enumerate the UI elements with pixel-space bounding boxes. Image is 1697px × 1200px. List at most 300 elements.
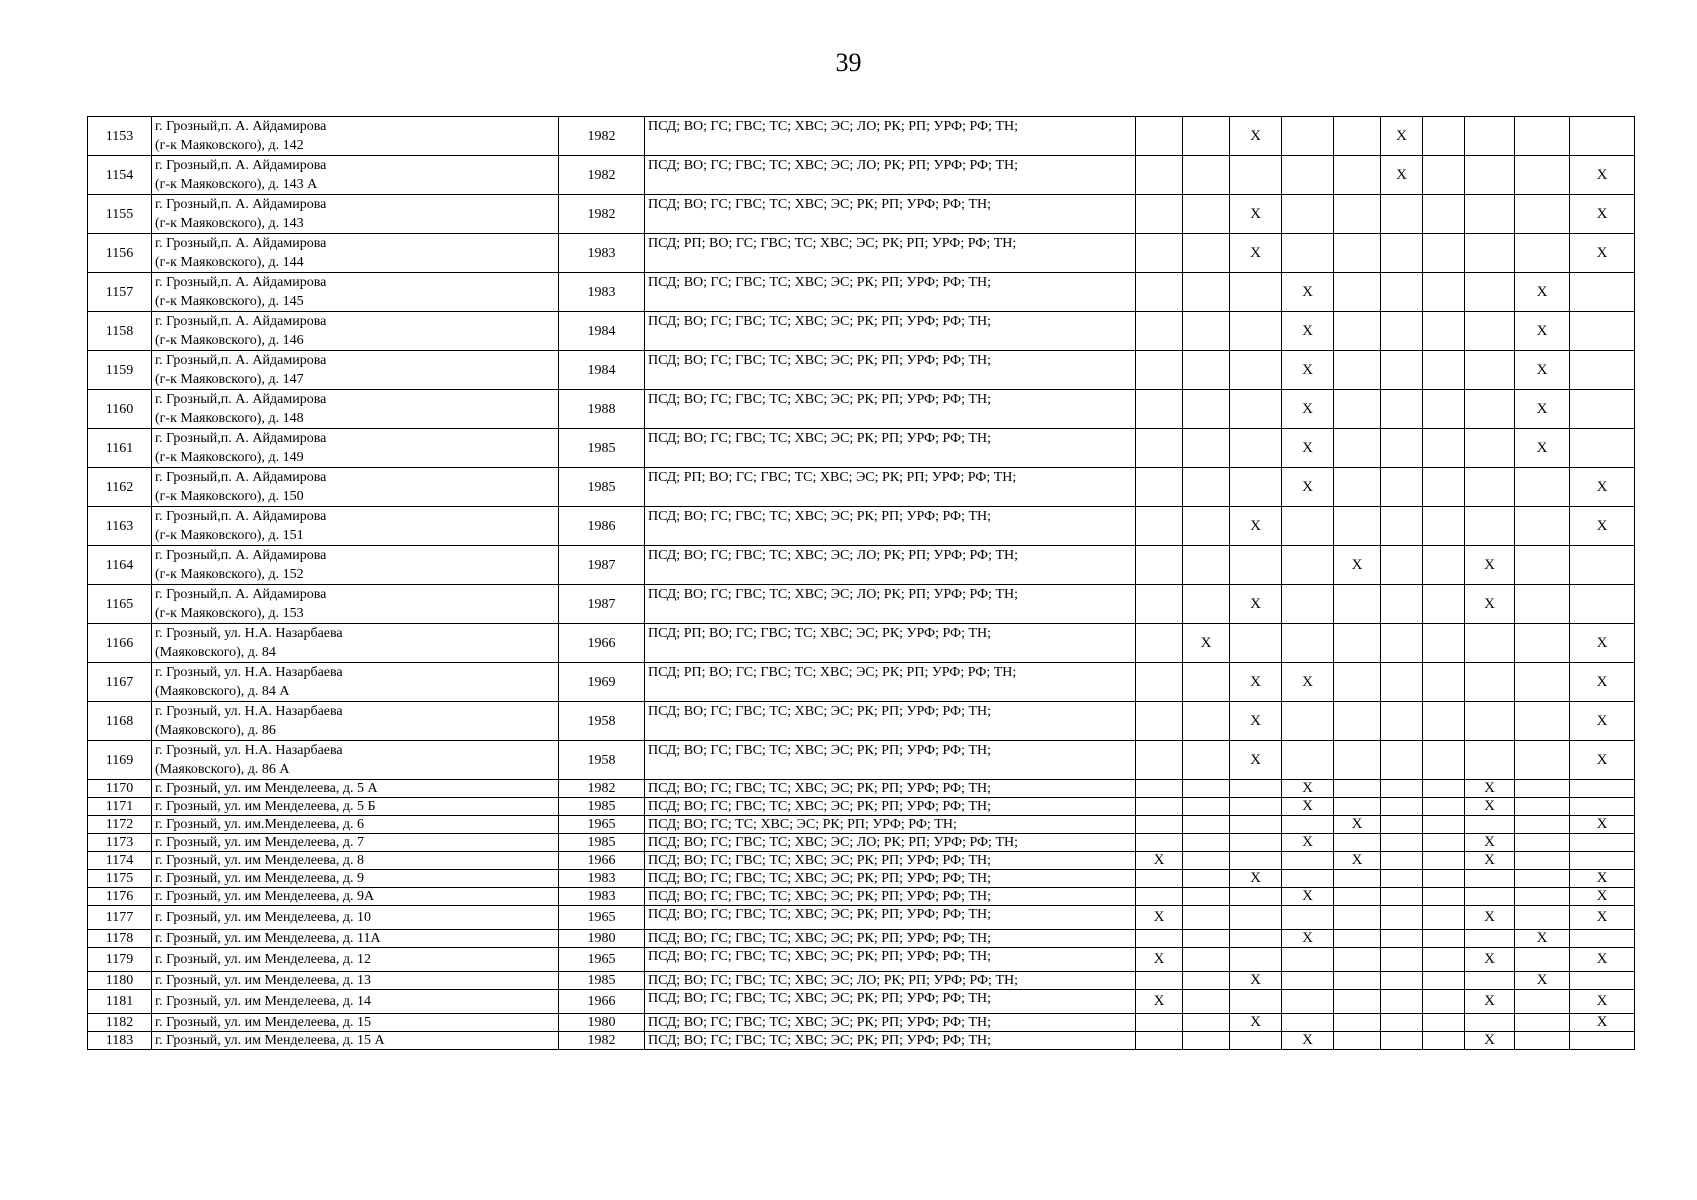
year-cell: 1987	[559, 546, 645, 585]
mark-cell	[1465, 429, 1515, 468]
mark-cell	[1570, 390, 1635, 429]
mark-cell	[1230, 798, 1282, 816]
address-line-1: г. Грозный, ул. Н.А. Назарбаева	[155, 743, 343, 758]
address-cell	[152, 930, 559, 948]
mark-cell	[1136, 585, 1183, 624]
mark-cell	[1423, 990, 1465, 1014]
mark-cell	[1282, 507, 1334, 546]
mark-cell	[1515, 546, 1570, 585]
mark-cell	[1136, 972, 1183, 990]
mark-cell: X	[1515, 273, 1570, 312]
mark-cell	[1183, 702, 1230, 741]
address-line-1: г. Грозный, ул. им Менделеева, д. 15	[155, 1015, 372, 1030]
row-number-cell: 1156	[88, 234, 152, 273]
mark-cell	[1465, 870, 1515, 888]
mark-cell	[1515, 816, 1570, 834]
address-line-1: г. Грозный, ул. им Менделеева, д. 13	[155, 973, 372, 988]
mark-cell	[1423, 390, 1465, 429]
address-cell	[152, 624, 559, 663]
mark-cell	[1282, 156, 1334, 195]
mark-cell	[1423, 930, 1465, 948]
table-row	[88, 273, 1635, 312]
table-row	[88, 798, 1635, 816]
services-cell: ПСД; ВО; ГС; ГВС; ТС; ХВС; ЭС; РК; РП; УРФ; РФ; ТН;	[645, 390, 1136, 429]
mark-cell	[1381, 351, 1423, 390]
mark-cell	[1515, 798, 1570, 816]
mark-cell: X	[1230, 117, 1282, 156]
table-row	[88, 741, 1635, 780]
address-line-1: г. Грозный, ул. им Менделеева, д. 10	[155, 910, 372, 925]
table-row	[88, 195, 1635, 234]
services-cell: ПСД; ВО; ГС; ГВС; ТС; ХВС; ЭС; РК; РП; УРФ; РФ; ТН;	[645, 780, 1136, 798]
row-number-cell: 1162	[88, 468, 152, 507]
year-cell: 1982	[559, 780, 645, 798]
row-number-cell: 1168	[88, 702, 152, 741]
mark-cell	[1136, 663, 1183, 702]
mark-cell	[1334, 234, 1381, 273]
mark-cell	[1230, 351, 1282, 390]
mark-cell	[1230, 888, 1282, 906]
address-line-2: (г-к Маяковского), д. 142	[155, 138, 304, 153]
mark-cell	[1465, 624, 1515, 663]
mark-cell	[1334, 990, 1381, 1014]
mark-cell	[1423, 780, 1465, 798]
mark-cell	[1282, 1014, 1334, 1032]
mark-cell	[1570, 1032, 1635, 1050]
mark-cell	[1423, 663, 1465, 702]
year-cell: 1965	[559, 948, 645, 972]
mark-cell: X	[1282, 273, 1334, 312]
year-cell: 1980	[559, 930, 645, 948]
address-cell	[152, 906, 559, 930]
year-cell: 1980	[559, 1014, 645, 1032]
mark-cell	[1423, 273, 1465, 312]
table-row	[88, 870, 1635, 888]
mark-cell	[1136, 888, 1183, 906]
address-cell	[152, 834, 559, 852]
mark-cell: X	[1465, 906, 1515, 930]
row-number-cell: 1172	[88, 816, 152, 834]
mark-cell: X	[1136, 906, 1183, 930]
mark-cell	[1334, 390, 1381, 429]
mark-cell: X	[1230, 741, 1282, 780]
year-cell: 1966	[559, 852, 645, 870]
mark-cell	[1334, 468, 1381, 507]
mark-cell	[1381, 390, 1423, 429]
services-cell: ПСД; РП; ВО; ГС; ГВС; ТС; ХВС; ЭС; РК; УРФ; РФ; ТН;	[645, 624, 1136, 663]
table-row	[88, 930, 1635, 948]
mark-cell	[1334, 507, 1381, 546]
address-line-2: (г-к Маяковского), д. 145	[155, 294, 304, 309]
mark-cell	[1515, 888, 1570, 906]
mark-cell	[1136, 834, 1183, 852]
services-cell: ПСД; ВО; ГС; ГВС; ТС; ХВС; ЭС; ЛО; РК; РП; УРФ; РФ; ТН;	[645, 546, 1136, 585]
mark-cell	[1515, 1014, 1570, 1032]
address-line-1: г. Грозный,п. А. Айдамирова	[155, 431, 327, 446]
mark-cell	[1183, 663, 1230, 702]
row-number-cell: 1167	[88, 663, 152, 702]
mark-cell	[1230, 990, 1282, 1014]
mark-cell	[1423, 585, 1465, 624]
mark-cell	[1381, 780, 1423, 798]
mark-cell	[1515, 234, 1570, 273]
services-cell: ПСД; ВО; ГС; ГВС; ТС; ХВС; ЭС; РК; РП; УРФ; РФ; ТН;	[645, 948, 1136, 972]
mark-cell	[1381, 1032, 1423, 1050]
mark-cell	[1230, 429, 1282, 468]
mark-cell: X	[1515, 312, 1570, 351]
mark-cell	[1183, 1032, 1230, 1050]
services-cell: ПСД; ВО; ГС; ГВС; ТС; ХВС; ЭС; РК; РП; УРФ; РФ; ТН;	[645, 429, 1136, 468]
mark-cell	[1282, 702, 1334, 741]
mark-cell	[1183, 156, 1230, 195]
mark-cell: X	[1515, 390, 1570, 429]
mark-cell	[1183, 1014, 1230, 1032]
mark-cell	[1183, 195, 1230, 234]
mark-cell	[1183, 312, 1230, 351]
mark-cell	[1136, 234, 1183, 273]
address-cell	[152, 972, 559, 990]
table-row	[88, 624, 1635, 663]
mark-cell: X	[1465, 1032, 1515, 1050]
mark-cell	[1334, 624, 1381, 663]
table-row	[88, 816, 1635, 834]
housing-register-table	[87, 116, 1635, 1050]
mark-cell	[1334, 948, 1381, 972]
address-line-2: (г-к Маяковского), д. 143 А	[155, 177, 318, 192]
address-line-1: г. Грозный, ул. Н.А. Назарбаева	[155, 704, 343, 719]
address-cell	[152, 351, 559, 390]
mark-cell	[1381, 429, 1423, 468]
address-cell	[152, 546, 559, 585]
mark-cell	[1334, 741, 1381, 780]
mark-cell	[1570, 351, 1635, 390]
mark-cell	[1515, 870, 1570, 888]
mark-cell	[1183, 798, 1230, 816]
mark-cell	[1423, 852, 1465, 870]
year-cell: 1958	[559, 702, 645, 741]
mark-cell	[1465, 972, 1515, 990]
mark-cell	[1381, 741, 1423, 780]
table-row	[88, 351, 1635, 390]
mark-cell	[1515, 834, 1570, 852]
mark-cell	[1570, 585, 1635, 624]
mark-cell	[1465, 663, 1515, 702]
mark-cell	[1136, 507, 1183, 546]
mark-cell	[1423, 834, 1465, 852]
mark-cell: X	[1570, 195, 1635, 234]
mark-cell	[1423, 741, 1465, 780]
address-line-1: г. Грозный, ул. им Менделеева, д. 15 А	[155, 1033, 385, 1048]
mark-cell	[1381, 972, 1423, 990]
address-line-1: г. Грозный,п. А. Айдамирова	[155, 548, 327, 563]
row-number-cell: 1171	[88, 798, 152, 816]
mark-cell	[1334, 273, 1381, 312]
mark-cell	[1334, 663, 1381, 702]
mark-cell	[1423, 468, 1465, 507]
services-cell: ПСД; ВО; ГС; ГВС; ТС; ХВС; ЭС; РК; РП; УРФ; РФ; ТН;	[645, 1014, 1136, 1032]
table-row	[88, 702, 1635, 741]
services-cell: ПСД; ВО; ГС; ГВС; ТС; ХВС; ЭС; РК; РП; УРФ; РФ; ТН;	[645, 312, 1136, 351]
address-line-1: г. Грозный, ул. им Менделеева, д. 7	[155, 835, 365, 850]
address-cell	[152, 273, 559, 312]
mark-cell	[1381, 273, 1423, 312]
mark-cell	[1515, 663, 1570, 702]
mark-cell	[1423, 117, 1465, 156]
mark-cell	[1183, 834, 1230, 852]
address-line-1: г. Грозный,п. А. Айдамирова	[155, 353, 327, 368]
mark-cell	[1465, 507, 1515, 546]
mark-cell	[1515, 990, 1570, 1014]
address-line-2: (г-к Маяковского), д. 151	[155, 528, 304, 543]
mark-cell	[1465, 234, 1515, 273]
mark-cell	[1183, 468, 1230, 507]
services-cell: ПСД; РП; ВО; ГС; ГВС; ТС; ХВС; ЭС; РК; РП; УРФ; РФ; ТН;	[645, 663, 1136, 702]
mark-cell	[1334, 906, 1381, 930]
row-number-cell: 1158	[88, 312, 152, 351]
mark-cell	[1136, 624, 1183, 663]
address-cell	[152, 585, 559, 624]
row-number-cell: 1157	[88, 273, 152, 312]
table-row	[88, 780, 1635, 798]
mark-cell	[1282, 546, 1334, 585]
row-number-cell: 1175	[88, 870, 152, 888]
mark-cell	[1334, 702, 1381, 741]
address-line-2: (Маяковского), д. 86	[155, 723, 276, 738]
address-line-2: (г-к Маяковского), д. 153	[155, 606, 304, 621]
address-line-2: (г-к Маяковского), д. 143	[155, 216, 304, 231]
mark-cell	[1381, 948, 1423, 972]
year-cell: 1985	[559, 468, 645, 507]
address-line-1: г. Грозный,п. А. Айдамирова	[155, 470, 327, 485]
row-number-cell: 1154	[88, 156, 152, 195]
address-line-1: г. Грозный,п. А. Айдамирова	[155, 392, 327, 407]
services-cell: ПСД; РП; ВО; ГС; ГВС; ТС; ХВС; ЭС; РК; РП; УРФ; РФ; ТН;	[645, 234, 1136, 273]
mark-cell: X	[1282, 390, 1334, 429]
address-line-1: г. Грозный,п. А. Айдамирова	[155, 197, 327, 212]
mark-cell	[1423, 888, 1465, 906]
mark-cell	[1334, 351, 1381, 390]
mark-cell	[1515, 156, 1570, 195]
mark-cell: X	[1282, 930, 1334, 948]
mark-cell	[1334, 312, 1381, 351]
mark-cell	[1423, 195, 1465, 234]
mark-cell	[1136, 273, 1183, 312]
mark-cell	[1230, 816, 1282, 834]
mark-cell	[1282, 906, 1334, 930]
services-cell: ПСД; РП; ВО; ГС; ГВС; ТС; ХВС; ЭС; РК; РП; УРФ; РФ; ТН;	[645, 468, 1136, 507]
mark-cell	[1136, 117, 1183, 156]
address-line-1: г. Грозный, ул. им Менделеева, д. 11А	[155, 931, 381, 946]
address-line-1: г. Грозный, ул. им Менделеева, д. 9А	[155, 889, 375, 904]
mark-cell	[1183, 273, 1230, 312]
mark-cell	[1183, 780, 1230, 798]
row-number-cell: 1182	[88, 1014, 152, 1032]
address-cell	[152, 1014, 559, 1032]
table-row	[88, 1032, 1635, 1050]
row-number-cell: 1173	[88, 834, 152, 852]
mark-cell	[1183, 930, 1230, 948]
year-cell: 1982	[559, 1032, 645, 1050]
year-cell: 1983	[559, 273, 645, 312]
mark-cell	[1282, 972, 1334, 990]
row-number-cell: 1183	[88, 1032, 152, 1050]
mark-cell	[1230, 312, 1282, 351]
mark-cell	[1183, 390, 1230, 429]
mark-cell: X	[1570, 702, 1635, 741]
mark-cell	[1423, 948, 1465, 972]
mark-cell	[1423, 816, 1465, 834]
mark-cell	[1183, 906, 1230, 930]
mark-cell: X	[1282, 663, 1334, 702]
mark-cell	[1183, 546, 1230, 585]
mark-cell	[1570, 852, 1635, 870]
mark-cell: X	[1230, 972, 1282, 990]
address-cell	[152, 852, 559, 870]
address-cell	[152, 702, 559, 741]
table-row	[88, 156, 1635, 195]
mark-cell	[1570, 429, 1635, 468]
services-cell: ПСД; ВО; ГС; ГВС; ТС; ХВС; ЭС; РК; РП; УРФ; РФ; ТН;	[645, 507, 1136, 546]
mark-cell	[1136, 156, 1183, 195]
address-cell	[152, 870, 559, 888]
mark-cell	[1136, 798, 1183, 816]
register-body	[88, 117, 1635, 1050]
mark-cell	[1136, 429, 1183, 468]
mark-cell	[1334, 585, 1381, 624]
table-row	[88, 390, 1635, 429]
table-row	[88, 546, 1635, 585]
address-cell	[152, 816, 559, 834]
address-cell	[152, 663, 559, 702]
mark-cell	[1230, 906, 1282, 930]
mark-cell	[1282, 948, 1334, 972]
mark-cell	[1381, 624, 1423, 663]
mark-cell	[1282, 816, 1334, 834]
row-number-cell: 1181	[88, 990, 152, 1014]
services-cell: ПСД; ВО; ГС; ГВС; ТС; ХВС; ЭС; РК; РП; УРФ; РФ; ТН;	[645, 888, 1136, 906]
address-line-1: г. Грозный, ул. им Менделеева, д. 8	[155, 853, 365, 868]
table-row	[88, 663, 1635, 702]
table-row	[88, 468, 1635, 507]
mark-cell	[1230, 834, 1282, 852]
address-cell	[152, 798, 559, 816]
mark-cell	[1183, 852, 1230, 870]
mark-cell	[1334, 117, 1381, 156]
mark-cell	[1183, 870, 1230, 888]
row-number-cell: 1176	[88, 888, 152, 906]
mark-cell	[1381, 990, 1423, 1014]
mark-cell	[1423, 624, 1465, 663]
mark-cell	[1465, 930, 1515, 948]
mark-cell	[1465, 702, 1515, 741]
services-cell: ПСД; ВО; ГС; ГВС; ТС; ХВС; ЭС; РК; РП; УРФ; РФ; ТН;	[645, 702, 1136, 741]
address-line-1: г. Грозный, ул. им Менделеева, д. 5 Б	[155, 799, 376, 814]
year-cell: 1983	[559, 234, 645, 273]
row-number-cell: 1169	[88, 741, 152, 780]
services-cell: ПСД; ВО; ГС; ГВС; ТС; ХВС; ЭС; РК; РП; УРФ; РФ; ТН;	[645, 741, 1136, 780]
mark-cell	[1465, 816, 1515, 834]
mark-cell	[1230, 273, 1282, 312]
address-line-2: (г-к Маяковского), д. 146	[155, 333, 304, 348]
mark-cell: X	[1334, 816, 1381, 834]
mark-cell	[1183, 888, 1230, 906]
row-number-cell: 1166	[88, 624, 152, 663]
mark-cell	[1136, 312, 1183, 351]
mark-cell	[1515, 585, 1570, 624]
mark-cell	[1570, 834, 1635, 852]
address-line-2: (г-к Маяковского), д. 148	[155, 411, 304, 426]
address-line-2: (г-к Маяковского), д. 144	[155, 255, 304, 270]
address-line-2: (Маяковского), д. 84 А	[155, 684, 290, 699]
mark-cell	[1465, 117, 1515, 156]
mark-cell	[1282, 990, 1334, 1014]
row-number-cell: 1165	[88, 585, 152, 624]
mark-cell: X	[1230, 585, 1282, 624]
row-number-cell: 1170	[88, 780, 152, 798]
mark-cell	[1183, 234, 1230, 273]
mark-cell: X	[1570, 624, 1635, 663]
mark-cell	[1465, 195, 1515, 234]
address-line-1: г. Грозный, ул. им Менделеева, д. 14	[155, 994, 372, 1009]
mark-cell: X	[1570, 468, 1635, 507]
mark-cell	[1465, 468, 1515, 507]
mark-cell	[1515, 624, 1570, 663]
year-cell: 1982	[559, 117, 645, 156]
mark-cell: X	[1570, 156, 1635, 195]
address-cell	[152, 507, 559, 546]
address-cell	[152, 948, 559, 972]
table-row	[88, 852, 1635, 870]
mark-cell: X	[1515, 930, 1570, 948]
mark-cell: X	[1465, 546, 1515, 585]
row-number-cell: 1163	[88, 507, 152, 546]
mark-cell: X	[1570, 741, 1635, 780]
row-number-cell: 1178	[88, 930, 152, 948]
mark-cell	[1136, 702, 1183, 741]
mark-cell: X	[1282, 798, 1334, 816]
mark-cell: X	[1230, 870, 1282, 888]
table-row	[88, 1014, 1635, 1032]
mark-cell	[1334, 195, 1381, 234]
services-cell: ПСД; ВО; ГС; ГВС; ТС; ХВС; ЭС; РК; РП; УРФ; РФ; ТН;	[645, 930, 1136, 948]
mark-cell	[1381, 195, 1423, 234]
mark-cell	[1465, 390, 1515, 429]
mark-cell	[1183, 351, 1230, 390]
mark-cell	[1515, 702, 1570, 741]
mark-cell: X	[1570, 507, 1635, 546]
mark-cell: X	[1136, 990, 1183, 1014]
table-row	[88, 585, 1635, 624]
mark-cell	[1183, 972, 1230, 990]
mark-cell	[1183, 117, 1230, 156]
mark-cell: X	[1230, 702, 1282, 741]
address-cell	[152, 741, 559, 780]
address-line-1: г. Грозный,п. А. Айдамирова	[155, 119, 327, 134]
mark-cell	[1381, 834, 1423, 852]
mark-cell	[1570, 780, 1635, 798]
mark-cell	[1465, 156, 1515, 195]
row-number-cell: 1160	[88, 390, 152, 429]
mark-cell	[1515, 117, 1570, 156]
mark-cell	[1136, 816, 1183, 834]
mark-cell	[1570, 546, 1635, 585]
mark-cell	[1230, 624, 1282, 663]
mark-cell	[1183, 816, 1230, 834]
year-cell: 1987	[559, 585, 645, 624]
mark-cell	[1423, 906, 1465, 930]
mark-cell	[1282, 870, 1334, 888]
address-cell	[152, 234, 559, 273]
